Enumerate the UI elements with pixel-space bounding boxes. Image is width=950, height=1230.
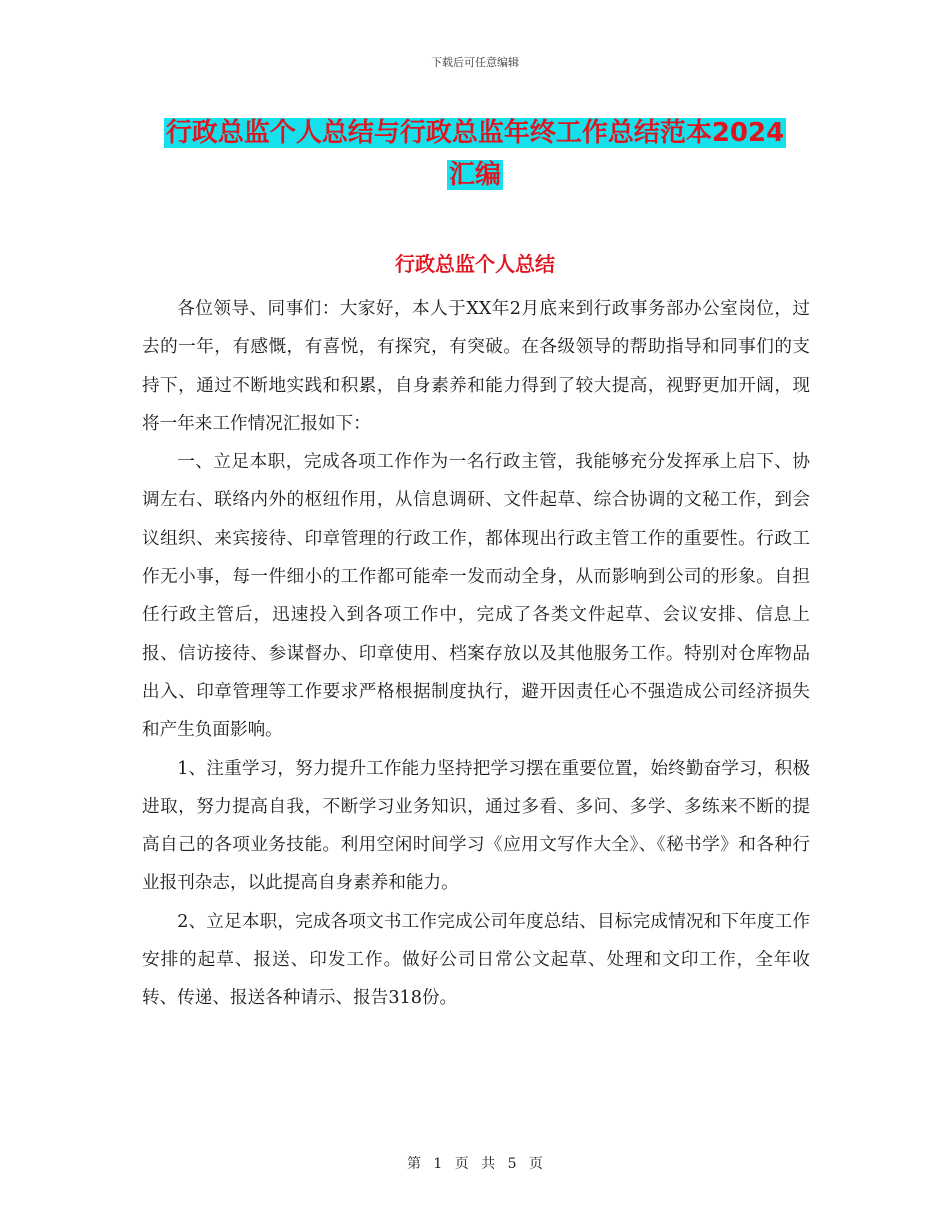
document-title-line-2: 汇编 [448, 160, 501, 190]
footer-prefix: 第 [406, 1156, 421, 1172]
footer-page-word: 页 [454, 1156, 469, 1172]
footer-total-pages: 5 [507, 1156, 517, 1172]
header-note: 下载后可任意编辑 [431, 56, 519, 69]
footer-total-word: 共 [481, 1156, 496, 1172]
document-title-line-1: 行政总监个人总结与行政总监年终工作总结范本2024 [165, 118, 785, 148]
paragraph: 1、注重学习，努力提升工作能力坚持把学习摆在重要位置，始终勤奋学习，积极进取，努力提高自我，不断学习业务知识，通过多看、多问、多学、多练来不断的提高自己的各项业务技能。利用空闲时间学习《应用文写作大全》、《秘书学》和各种行业报刊杂志，以此提高自身素养和能力。 [142, 758, 810, 894]
document-body [142, 290, 810, 1018]
paragraph: 各位领导、同事们：大家好，本人于XX年2月底来到行政事务部办公室岗位，过去的一年，有感慨，有喜悦，有探究，有突破。在各级领导的帮助指导和同事们的支持下，通过不断地实践和积累，自身素养和能力得到了较大提高，视野更加开阔，现将一年来工作情况汇报如下： [142, 299, 810, 434]
paragraph: 一、立足本职，完成各项工作作为一名行政主管，我能够充分发挥承上启下、协调左右、联络内外的枢纽作用，从信息调研、文件起草、综合协调的文秘工作，到会议组织、来宾接待、印章管理的行政工作，都体现出行政主管工作的重要性。行政工作无小事，每一件细小的工作都可能牵一发而动全身，从而影响到公司的形象。自担任行政主管后，迅速投入到各项工作中，完成了各类文件起草、会议安排、信息上报、信访接待、参谋督办、印章使用、档案存放以及其他服务工作。特别对仓库物品出入、印章管理等工作要求严格根据制度执行，避开因责任心不强造成公司经济损失和产生负面影响。 [142, 452, 810, 741]
paragraph: 2、立足本职，完成各项文书工作完成公司年度总结、目标完成情况和下年度工作安排的起草、报送、印发工作。做好公司日常公文起草、处理和文印工作，全年收转、传递、报送各种请示、报告318份。 [142, 911, 810, 1009]
footer-suffix: 页 [529, 1156, 544, 1172]
section-title: 行政总监个人总结 [395, 252, 555, 276]
document-title [140, 112, 810, 196]
footer-current-page: 1 [433, 1156, 443, 1172]
page-footer [0, 1153, 950, 1173]
